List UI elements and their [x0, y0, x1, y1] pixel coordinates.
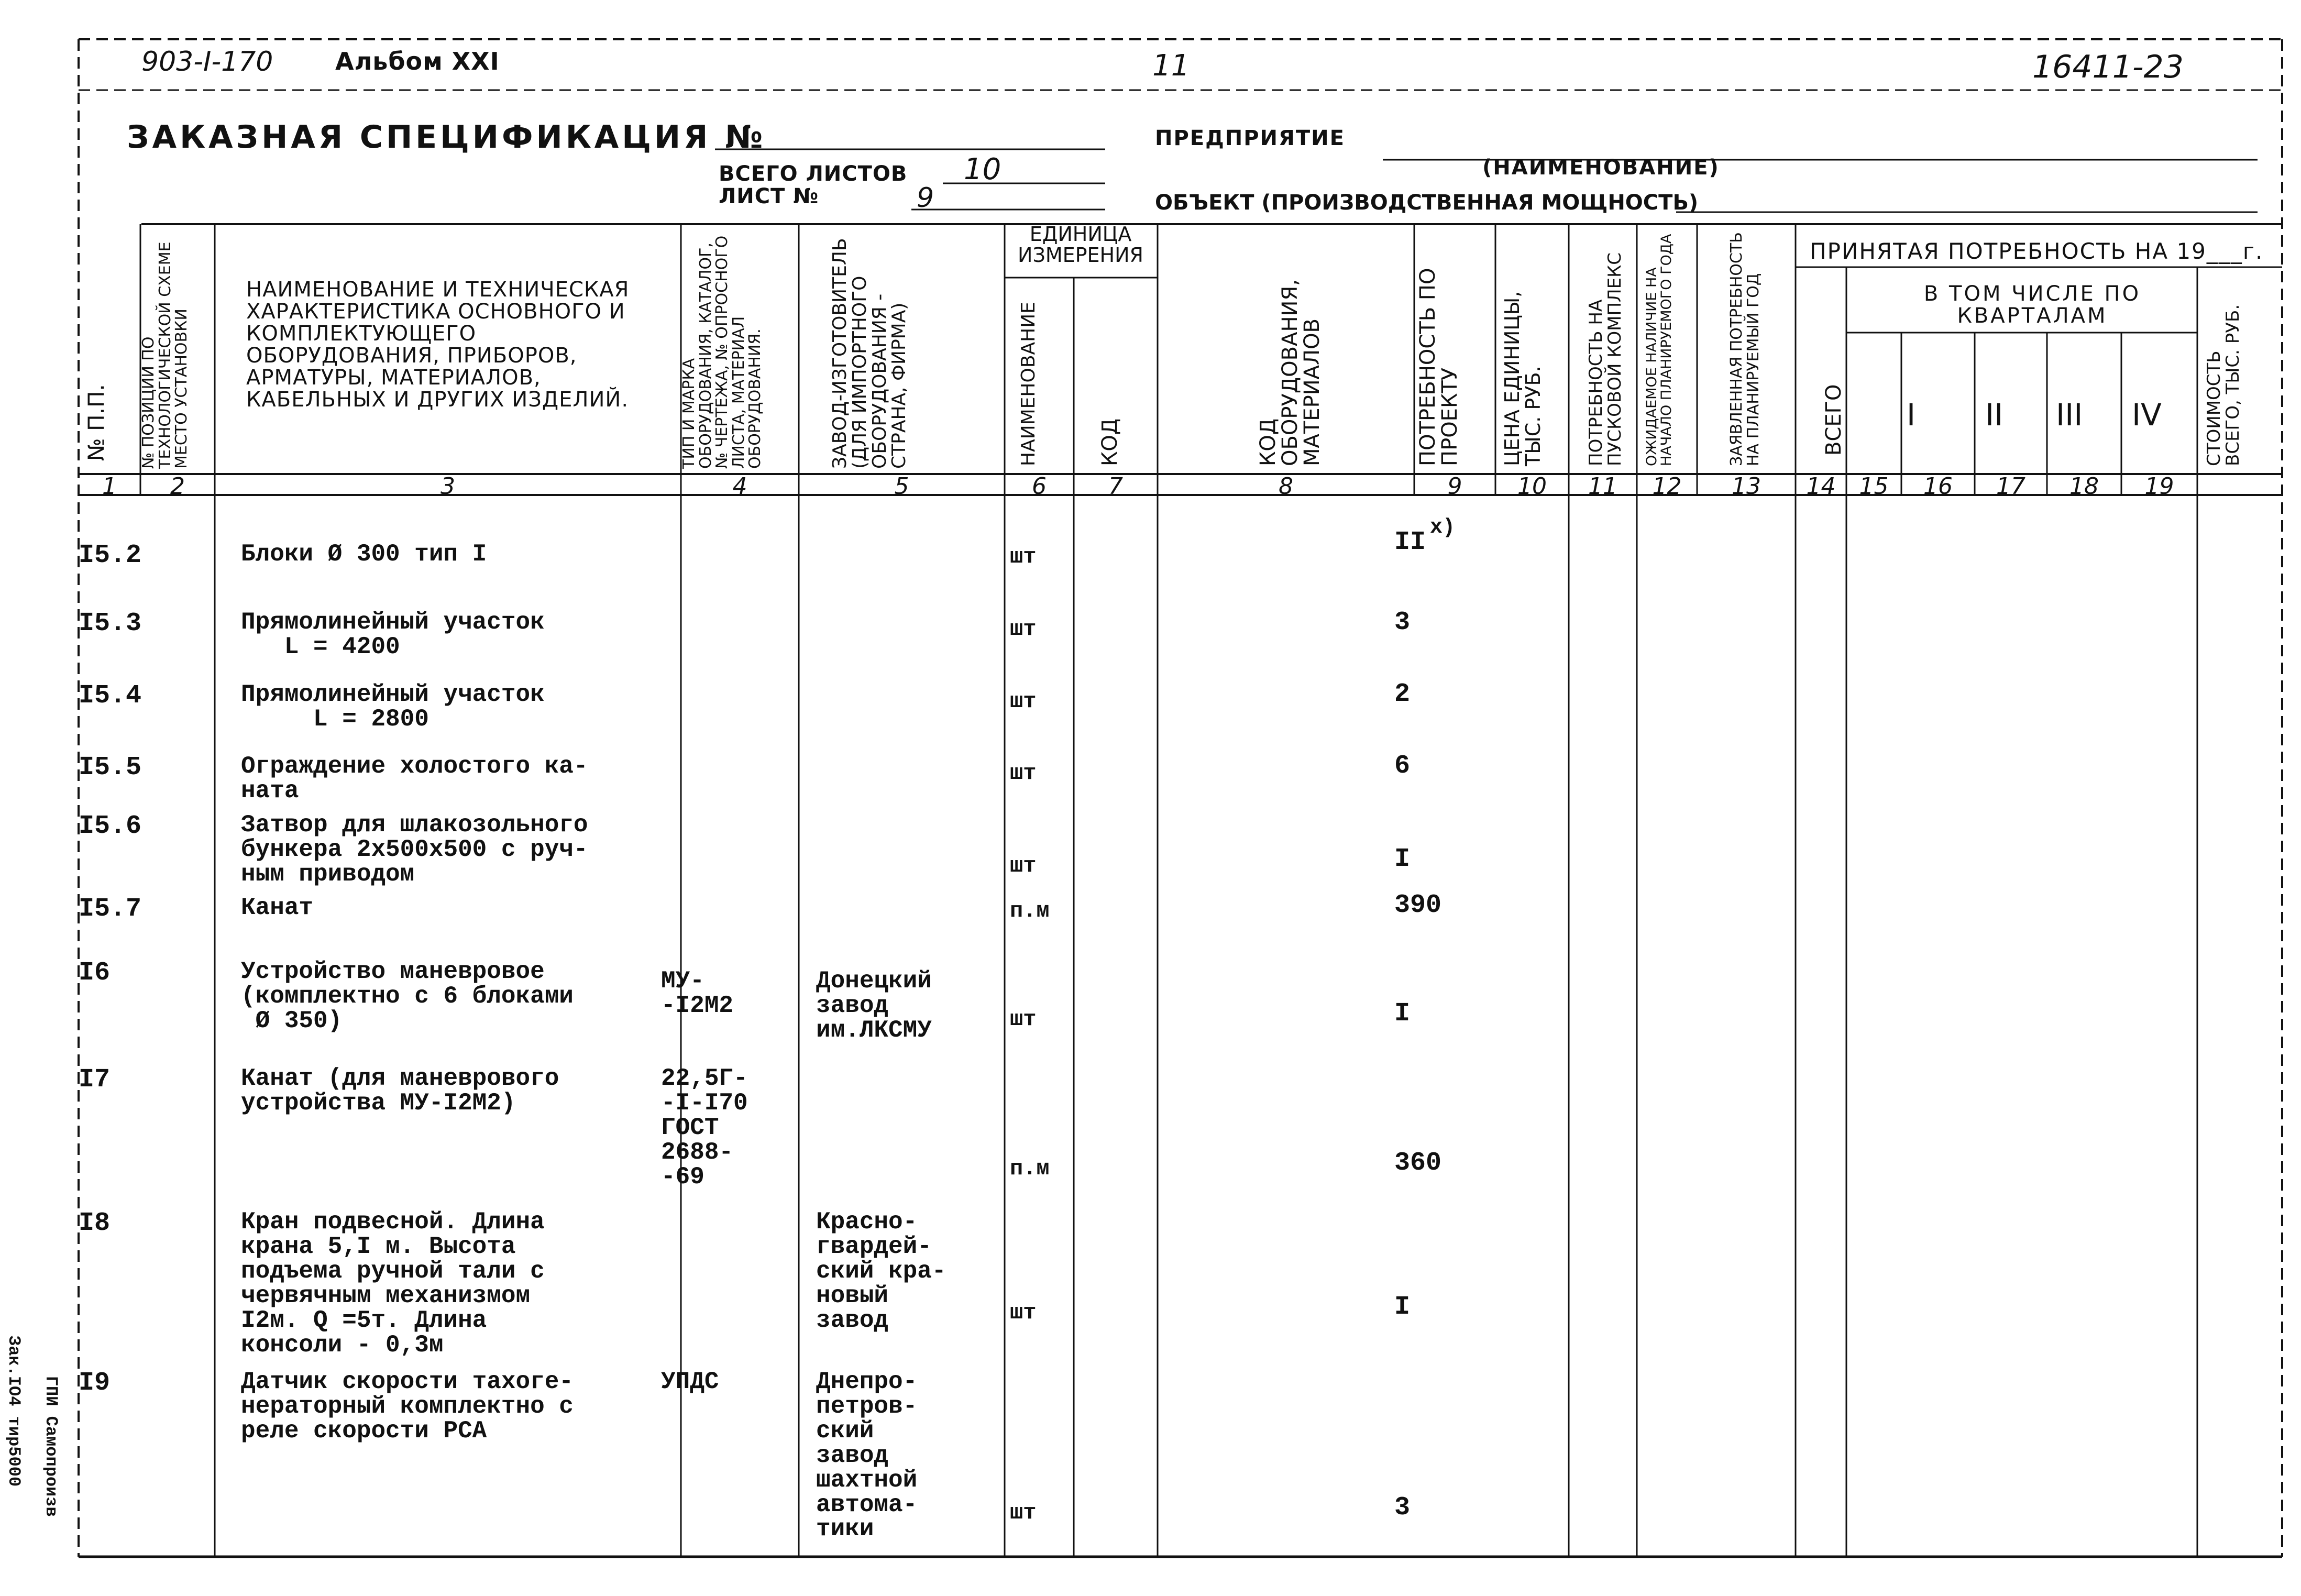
page-number: 11	[1152, 49, 1190, 83]
item-description	[241, 542, 487, 567]
item-unit: шт	[1010, 1007, 1037, 1032]
item-description	[241, 1370, 574, 1444]
item-type-mark-line: МУ-	[661, 967, 704, 995]
item-quantity: I	[1394, 1292, 1411, 1322]
item-description-line: Ø 350)	[241, 1007, 343, 1034]
item-description-line: устройства МУ-I2М2)	[241, 1089, 516, 1117]
side-stamp-line-1: ГПИ Самопроизв	[41, 1375, 61, 1517]
item-type-mark-line: -I-I70	[661, 1089, 748, 1117]
quarter-1-header: I	[1907, 397, 1916, 433]
column-number-7: 7	[1108, 473, 1123, 500]
item-manufacturer-line: Донецкий	[816, 967, 932, 995]
project-code: 903-I-170	[141, 46, 273, 78]
item-unit: шт	[1010, 1500, 1037, 1525]
item-description-line: ным приводом	[241, 860, 415, 888]
sheets-total-label: ВСЕГО ЛИСТОВ	[719, 162, 908, 186]
item-description	[241, 754, 588, 803]
column-number-16: 16	[1923, 473, 1953, 500]
item-manufacturer-line: завод	[816, 1306, 889, 1334]
item-type-mark-line: -I2М2	[661, 992, 734, 1019]
quarters-group-header: В ТОМ ЧИСЛЕ ПО КВАРТАЛАМ	[1923, 282, 2141, 328]
item-quantity: 360	[1394, 1148, 1442, 1178]
item-type-mark	[661, 1370, 719, 1394]
col-header-4: ТИП И МАРКА ОБОРУДОВАНИЯ, КАТАЛОГ, № ЧЕРТЕЖА, № ОПРОСНОГО ЛИСТА, МАТЕРИАЛ ОБОРУДОВАНИЯ.	[680, 235, 764, 469]
item-number: I7	[79, 1065, 111, 1095]
item-quantity: 3	[1394, 608, 1411, 637]
col-header-12: ОЖИДАЕМОЕ НАЛИЧИЕ НА НАЧАЛО ПЛАНИРУЕМОГО ГОДА	[1644, 234, 1675, 466]
item-type-mark	[661, 1066, 748, 1190]
item-type-mark-line: УПДС	[661, 1368, 719, 1395]
col-header-7: КОД	[1098, 418, 1122, 466]
item-description-line: крана 5,I м. Высота	[241, 1232, 516, 1260]
quarter-2-header: II	[1985, 397, 2003, 433]
item-quantity: I	[1394, 844, 1411, 874]
item-description-line: консоли - 0,3м	[241, 1331, 444, 1359]
col-header-5: ЗАВОД-ИЗГОТОВИТЕЛЬ (ДЛЯ ИМПОРТНОГО ОБОРУДОВАНИЯ - СТРАНА, ФИРМА)	[829, 238, 910, 469]
accepted-group-header: ПРИНЯТАЯ ПОТРЕБНОСТЬ НА 19___г.	[1810, 238, 2264, 264]
item-manufacturer-line: петров-	[816, 1392, 918, 1420]
item-manufacturer-line: Днепро-	[816, 1368, 918, 1395]
col-header-2: № ПОЗИЦИИ ПО ТЕХНОЛОГИЧЕСКОЙ СХЕМЕ МЕСТО УСТАНОВКИ	[139, 241, 191, 469]
side-stamp	[0, 1336, 79, 1517]
column-number-4: 4	[732, 473, 747, 500]
column-number-9: 9	[1447, 473, 1462, 500]
item-quantity-note: x)	[1430, 516, 1456, 540]
column-number-5: 5	[894, 473, 909, 500]
item-quantity: 2	[1394, 679, 1411, 709]
item-description-line: Затвор для шлакозольного	[241, 811, 588, 839]
column-number-19: 19	[2144, 473, 2174, 500]
item-type-mark-line: ГОСТ	[661, 1114, 719, 1141]
column-number-15: 15	[1859, 473, 1889, 500]
item-quantity: 6	[1394, 751, 1411, 781]
column-number-17: 17	[1996, 473, 2025, 500]
sheet-label: ЛИСТ №	[719, 184, 819, 208]
quarter-4-header: IV	[2132, 397, 2162, 433]
quarter-3-header: III	[2056, 397, 2083, 433]
item-description	[241, 813, 588, 887]
item-type-mark-line: 2688-	[661, 1138, 734, 1166]
column-number-12: 12	[1652, 473, 1682, 500]
item-manufacturer	[816, 1370, 917, 1542]
item-description-line: L = 2800	[241, 705, 429, 733]
col-header-6: НАИМЕНОВАНИЕ	[1018, 302, 1039, 466]
item-manufacturer-line: завод	[816, 992, 889, 1019]
item-number: I5.7	[79, 894, 142, 924]
column-number-6: 6	[1032, 473, 1047, 500]
item-description-line: Прямолинейный участок	[241, 609, 545, 636]
object-label: ОБЪЕКТ (ПРОИЗВОДСТВЕННАЯ МОЩНОСТЬ)	[1155, 191, 1699, 215]
item-description-line: подъема ручной тали с	[241, 1257, 545, 1285]
item-type-mark-line: 22,5Г-	[661, 1065, 748, 1092]
column-number-1: 1	[102, 473, 117, 500]
item-unit: шт	[1010, 761, 1037, 786]
enterprise-label: ПРЕДПРИЯТИЕ	[1155, 126, 1345, 150]
item-manufacturer-line: ский кра-	[816, 1257, 946, 1285]
column-number-14: 14	[1806, 473, 1836, 500]
item-description-line: I2м. Q =5т. Длина	[241, 1306, 487, 1334]
item-number: I5.5	[79, 753, 142, 783]
item-description-line: бункера 2х500х500 с руч-	[241, 835, 588, 863]
item-description-line: ната	[241, 777, 299, 805]
document-number: 16411-23	[2032, 49, 2184, 85]
item-description	[241, 1066, 559, 1116]
item-number: I8	[79, 1208, 111, 1238]
item-description-line: Канат	[241, 894, 314, 921]
item-description-line: Кран подвесной. Длина	[241, 1208, 545, 1236]
item-unit: шт	[1010, 617, 1037, 642]
item-manufacturer	[816, 969, 932, 1043]
item-unit: шт	[1010, 689, 1037, 714]
col-header-10: ЦЕНА ЕДИНИЦЫ, ТЫС. РУБ.	[1501, 291, 1545, 466]
item-number: I6	[79, 958, 111, 988]
item-description-line: (комплектно с 6 блоками	[241, 982, 574, 1010]
col-header-14: ВСЕГО	[1822, 384, 1846, 456]
item-description-line: нераторный комплектно с	[241, 1392, 574, 1420]
item-description	[241, 683, 545, 732]
item-quantity: 3	[1394, 1493, 1411, 1523]
item-manufacturer-line: завод	[816, 1441, 889, 1469]
column-number-11: 11	[1588, 473, 1617, 500]
item-number: I5.6	[79, 811, 142, 841]
item-manufacturer	[816, 1210, 946, 1333]
item-description-line: Ограждение холостого ка-	[241, 753, 588, 780]
form-title: ЗАКАЗНАЯ СПЕЦИФИКАЦИЯ №	[127, 119, 766, 156]
column-number-3: 3	[441, 473, 455, 500]
item-description	[241, 960, 574, 1033]
item-description-line: L = 4200	[241, 633, 400, 661]
column-number-13: 13	[1732, 473, 1761, 500]
item-unit: шт	[1010, 1300, 1037, 1325]
item-description-line: Прямолинейный участок	[241, 681, 545, 708]
column-number-10: 10	[1517, 473, 1547, 500]
item-manufacturer-line: гвардей-	[816, 1232, 932, 1260]
item-description-line: Блоки Ø 300 тип I	[241, 541, 487, 568]
item-description-line: Датчик скорости тахоге-	[241, 1368, 574, 1395]
item-type-mark	[661, 969, 733, 1018]
col-header-9: ПОТРЕБНОСТЬ ПО ПРОЕКТУ	[1416, 268, 1462, 466]
unit-group-header: ЕДИНИЦА ИЗМЕРЕНИЯ	[1018, 223, 1143, 267]
item-description	[241, 610, 545, 659]
column-number-18: 18	[2069, 473, 2099, 500]
sheets-total-value: 10	[964, 152, 1001, 186]
album-label: Альбом XXI	[335, 47, 500, 75]
item-description	[241, 1210, 545, 1357]
item-description-line: Устройство маневровое	[241, 958, 545, 985]
col-header-11: ПОТРЕБНОСТЬ НА ПУСКОВОЙ КОМПЛЕКС	[1586, 252, 1625, 466]
item-manufacturer-line: новый	[816, 1282, 889, 1309]
item-manufacturer-line: шахтной	[816, 1466, 918, 1494]
side-stamp-line-2: Зак.IO4 тир5000	[4, 1336, 24, 1487]
col-header-1: № П.П.	[83, 384, 109, 461]
item-unit: п.м	[1010, 898, 1050, 923]
column-number-2: 2	[170, 473, 185, 500]
item-number: I5.4	[79, 681, 142, 711]
item-number: I5.3	[79, 609, 142, 639]
col-header-3: НАИМЕНОВАНИЕ И ТЕХНИЧЕСКАЯ ХАРАКТЕРИСТИКА ОСНОВНОГО И КОМПЛЕКТУЮЩЕГО ОБОРУДОВАНИЯ, ПРИБОРОВ, АРМАТУРЫ, МАТЕРИАЛОВ, КАБЕЛЬНЫХ И ДРУГИХ ИЗДЕЛИЙ.	[246, 278, 630, 412]
sheet-value: 9	[917, 182, 934, 214]
item-quantity: II	[1394, 527, 1426, 557]
item-description-line: реле скорости РСА	[241, 1417, 487, 1445]
item-unit: шт	[1010, 544, 1037, 569]
item-manufacturer-line: ский	[816, 1417, 874, 1445]
item-description-line: червячным механизмом	[241, 1282, 531, 1309]
column-number-8: 8	[1279, 473, 1293, 500]
item-manufacturer-line: тики	[816, 1515, 874, 1543]
item-number: I5.2	[79, 541, 142, 570]
item-description-line: Канат (для маневрового	[241, 1065, 559, 1092]
item-manufacturer-line: автома-	[816, 1491, 918, 1518]
item-unit: шт	[1010, 853, 1037, 878]
col-header-8: КОД ОБОРУДОВАНИЯ, МАТЕРИАЛОВ	[1256, 279, 1324, 466]
item-number: I9	[79, 1368, 111, 1398]
item-manufacturer-line: Красно-	[816, 1208, 918, 1236]
item-quantity: I	[1394, 999, 1411, 1029]
item-quantity: 390	[1394, 890, 1442, 920]
col-header-13: ЗАЯВЛЕННАЯ ПОТРЕБНОСТЬ НА ПЛАНИРУЕМЫЙ ГОД	[1727, 232, 1763, 466]
item-type-mark-line: -69	[661, 1163, 704, 1191]
col-header-19: СТОИМОСТЬ ВСЕГО, ТЫС. РУБ.	[2204, 304, 2243, 466]
item-manufacturer-line: им.ЛКСМУ	[816, 1016, 932, 1044]
name-caption: (НАИМЕНОВАНИЕ)	[1482, 156, 1720, 180]
item-description	[241, 896, 313, 920]
item-unit: п.м	[1010, 1156, 1050, 1181]
